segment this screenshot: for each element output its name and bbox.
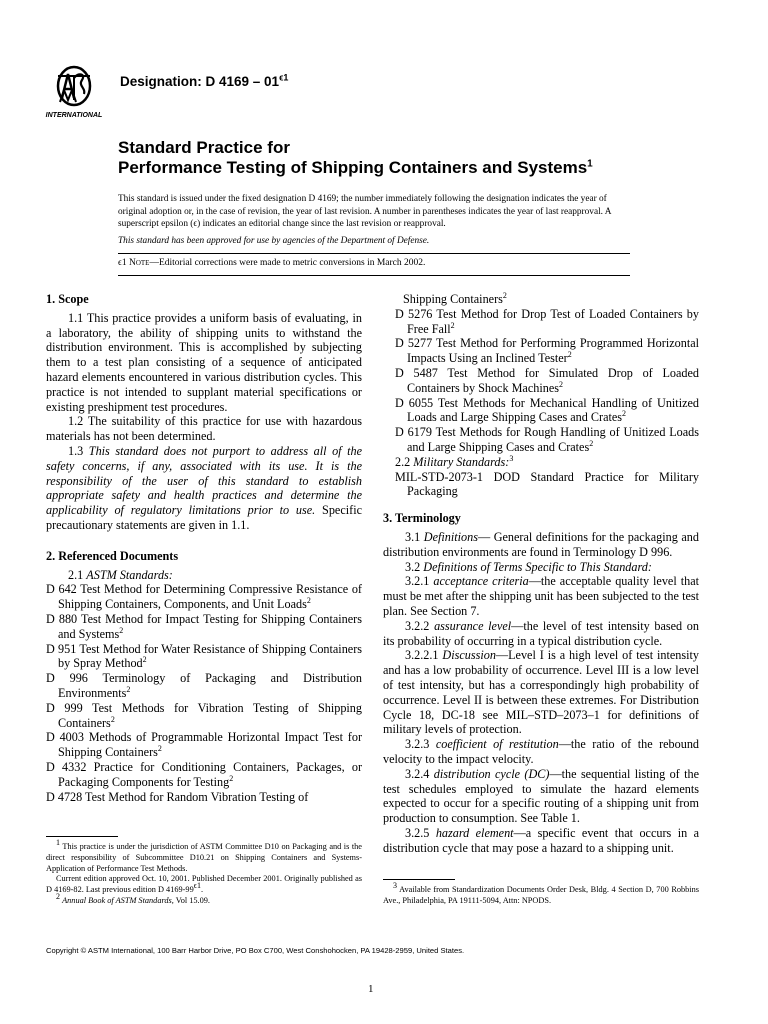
reference-continuation-text: Shipping Containers	[403, 292, 503, 306]
paragraph-3-2-2-number: 3.2.2	[405, 618, 435, 633]
reference-item	[395, 425, 699, 455]
paragraph-3-2-number: 3.2	[405, 559, 424, 574]
footnote-1	[46, 838, 362, 874]
reference-text: D 996 Terminology of Packaging and Distribution Environments	[46, 671, 362, 700]
footnote-3	[383, 881, 699, 907]
reference-sup: 2	[622, 409, 627, 419]
paragraph-2-1	[46, 568, 362, 583]
editorial-note-text: —Editorial corrections were made to metric conversions in March 2002.	[149, 258, 426, 268]
footnote-1-text: This practice is under the jurisdiction of ASTM Committee D10 on Packaging and is the direct responsibility of Subcommittee D10.21 on Shipping Containers and Systems-Application of Performance Test Methods.	[46, 842, 362, 873]
title-footnote-mark: 1	[587, 158, 593, 170]
reference-text: D 5487 Test Method for Simulated Drop of Loaded Containers by Shock Machines	[395, 365, 699, 395]
reference-item	[46, 642, 362, 672]
editorial-note-label: Note	[128, 258, 150, 268]
footnote-2-rest: , Vol 15.09.	[171, 895, 210, 905]
paragraph-3-2-5-rest: —a specific event that occurs in a distribution cycle that may pose a hazard to a shipping unit.	[383, 825, 700, 855]
astm-logo-icon	[38, 64, 110, 120]
paragraph-2-2-number: 2.2	[395, 454, 414, 469]
paragraph-3-2-3-number: 3.2.3	[405, 737, 436, 752]
page-number: 1	[368, 983, 374, 995]
reference-sup: 2	[229, 773, 234, 783]
paragraph-2-2-sup: 3	[509, 453, 514, 463]
paragraph-1-3-italic: This standard does not purport to address all of the safety concerns, if any, associated with its use. It is the responsibility of the user of this standard to establish appropriate safety and health practices and determine the applicability of regulatory limitations prior to use.	[46, 443, 363, 518]
right-column	[383, 292, 699, 855]
footnote-rule-left	[46, 836, 118, 837]
paragraph-2-1-italic: ASTM Standards:	[86, 567, 173, 582]
logo-text: INTERNATIONAL	[45, 112, 103, 119]
paragraph-3-2-2	[383, 619, 699, 649]
reference-sup: 2	[589, 438, 594, 448]
reference-item	[395, 396, 699, 426]
reference-item	[46, 671, 362, 701]
reference-text: D 4003 Methods of Programmable Horizontal Impact Test for Shipping Containers	[46, 730, 362, 760]
paragraph-1-2: 1.2 The suitability of this practice for use with hazardous materials has not been determined.	[46, 414, 362, 444]
reference-text: D 4728 Test Method for Random Vibration Testing of	[46, 789, 309, 804]
reference-text: D 999 Test Methods for Vibration Testing of Shipping Containers	[46, 700, 362, 730]
reference-text: D 5277 Test Method for Performing Programmed Horizontal Impacts Using an Inclined Tester	[395, 336, 699, 366]
reference-sup: 2	[119, 625, 124, 635]
reference-item	[46, 582, 362, 612]
reference-sup: 2	[157, 744, 162, 754]
paragraph-3-2-3-rest: —the ratio of the rebound velocity to the impact velocity.	[383, 737, 700, 766]
paragraph-3-2-5-number: 3.2.5	[405, 825, 436, 840]
reference-text: D 642 Test Method for Determining Compressive Resistance of Shipping Containers, Components, and Unit Loads	[46, 582, 362, 612]
paragraph-3-2-2-rest: —the level of test intensity based on its probability of occurring in a typical distribution cycle.	[383, 618, 699, 648]
reference-sup: 2	[567, 350, 572, 360]
reference-item	[395, 366, 699, 396]
footnote-1-edition: Current edition approved Oct. 10, 2001. Published December 2001. Originally published as D 4169-82. Last previous edition D $4169-99^{\epsilon 1}$.	[46, 874, 362, 895]
section-heading-terminology: 3. Terminology	[383, 511, 461, 526]
footnote-1-edition-sup: ϵ1	[193, 881, 201, 891]
reference-sup: 2	[110, 714, 115, 724]
title-line-1: Standard Practice for	[118, 138, 290, 157]
paragraph-3-2-5	[383, 826, 699, 856]
issuance-statement: This standard is issued under the fixed designation D 4169; the number immediately following the designation indicates the year of original adoption or, in the case of revision, the year of last revision. A number in parentheses indicates the year of last reapproval. A superscript epsilon (ϵ) indicates an editorial change since the last revision or reapproval.	[118, 194, 611, 230]
paragraph-3-2-1-number: 3.2.1	[405, 574, 434, 589]
paragraph-3-2-1-italic: acceptance criteria	[433, 574, 529, 589]
title-line-2: Performance Testing of Shipping Containers and Systems	[118, 158, 588, 177]
editorial-note	[118, 258, 425, 268]
section-heading-referenced-documents: 2. Referenced Documents	[46, 548, 179, 563]
paragraph-3-2-3	[383, 737, 699, 767]
footnote-1-edition-text: Current edition approved Oct. 10, 2001. Published December 2001. Originally published as D 4169-82. Last previous edition D 4169-99	[46, 874, 362, 895]
designation	[120, 74, 288, 89]
paragraph-3-2-1	[383, 574, 699, 618]
reference-item	[395, 307, 699, 337]
footnote-rule-right	[383, 879, 455, 880]
paragraph-1-3	[46, 444, 362, 533]
footnote-2	[46, 892, 362, 907]
paragraph-3-1-italic: Definitions	[423, 529, 478, 544]
reference-item	[46, 760, 362, 790]
reference-text: D 6179 Test Methods for Rough Handling of Unitized Loads and Large Shipping Cases and Crates	[395, 425, 699, 454]
reference-sup: 2	[558, 379, 563, 389]
divider-top	[118, 253, 630, 254]
footnote-2-italic: Annual Book of ASTM Standards	[62, 895, 172, 905]
reference-text: D 951 Test Method for Water Resistance of Shipping Containers by Spray Method	[46, 641, 362, 671]
reference-sup: 2	[450, 320, 455, 330]
paragraph-3-2-4-rest: —the sequential listing of the test schedules employed to simulate the hazard elements expected to occur for a specific routing of a shipping unit from production to consumption. See Table 1.	[383, 766, 699, 826]
paragraph-1-3-rest: Specific precautionary statements are given in 1.1.	[46, 503, 362, 532]
title-line-2-wrap	[118, 158, 593, 178]
paragraph-3-2-1-rest: —the acceptable quality level that must be met after the shipping unit has been subjected to the test plan. See Section 7.	[383, 574, 699, 618]
reference-item	[46, 612, 362, 642]
paragraph-3-2-2-1-number: 3.2.2.1	[405, 648, 443, 663]
reference-sup: 2	[126, 684, 131, 694]
astm-logo	[38, 64, 110, 120]
paragraph-3-2-3-italic: coefficient of restitution	[435, 737, 559, 752]
reference-sup: 2	[306, 596, 311, 606]
paragraph-1-1: 1.1 This practice provides a uniform basis of evaluating, in a laboratory, the ability of shipping units to withstand the distribution environment. This is accomplished by subjecting them to a test plan consisting of a sequence of anticipated hazard elements encountered in various distribution cycles. This practice is not intended to supplant material specifications or existing preshipment test procedures.	[46, 310, 362, 414]
paragraph-1-3-number: 1.3	[68, 443, 89, 458]
footnote-3-mark: 3	[393, 881, 397, 891]
reference-text: D 880 Test Method for Impact Testing for Shipping Containers and Systems	[46, 611, 362, 641]
paragraph-3-1-rest: — General definitions for the packaging and distribution environments are found in Terminology D 996.	[383, 529, 699, 559]
footnote-2-mark: 2	[56, 892, 60, 902]
paragraph-2-2-italic: Military Standards:	[413, 454, 510, 469]
reference-text: D 6055 Test Methods for Mechanical Handling of Unitized Loads and Large Shipping Cases and Crates	[395, 395, 699, 425]
reference-sup: 2	[142, 655, 147, 665]
paragraph-3-2-4-italic: distribution cycle (DC)	[433, 766, 550, 781]
reference-item	[395, 336, 699, 366]
paragraph-2-1-number: 2.1	[68, 567, 87, 582]
paragraph-3-2-italic: Definitions of Terms Specific to This Standard:	[423, 559, 652, 574]
reference-item	[46, 701, 362, 731]
left-column	[46, 292, 362, 804]
dod-approval: This standard has been approved for use by agencies of the Department of Defense.	[118, 236, 430, 246]
reference-text: D 5276 Test Method for Drop Test of Loaded Containers by Free Fall	[395, 306, 699, 336]
footnote-1-mark: 1	[56, 838, 60, 848]
divider-bottom	[118, 275, 630, 276]
footnote-3-text: Available from Standardization Documents Order Desk, Bldg. 4 Section D, 700 Robbins Ave., Philadelphia, PA 19111-5094, Attn: NPODS.	[383, 885, 699, 905]
paragraph-2-2	[383, 455, 699, 470]
paragraph-3-2-4	[383, 767, 699, 826]
paragraph-3-2-2-1-italic: Discussion	[442, 648, 496, 663]
reference-continuation-sup: 2	[502, 290, 507, 300]
document-title	[118, 138, 593, 178]
paragraph-3-2	[383, 560, 699, 575]
paragraph-3-2-5-italic: hazard element	[435, 825, 514, 840]
reference-continuation	[383, 292, 699, 307]
military-reference: MIL-STD-2073-1 DOD Standard Practice for Military Packaging	[395, 469, 699, 499]
designation-text: Designation: D 4169 – 01	[120, 74, 280, 89]
paragraph-3-1-number: 3.1	[405, 529, 424, 544]
paragraph-3-2-2-italic: assurance level	[434, 618, 512, 633]
paragraph-3-2-4-number: 3.2.4	[405, 766, 434, 781]
copyright-footer: Copyright © ASTM International, 100 Barr Harbor Drive, PO Box C700, West Conshohocken, PA 19428-2959, United States.	[46, 946, 465, 955]
footnotes-left	[46, 838, 362, 907]
paragraph-3-2-2-1	[383, 648, 699, 737]
designation-superscript: ϵ1	[279, 72, 289, 83]
paragraph-3-1	[383, 530, 699, 560]
reference-item	[46, 730, 362, 760]
editorial-mark: ϵ1	[118, 258, 127, 268]
paragraph-3-2-2-1-rest: —Level I is a high level of test intensity and has a low probability of occurrence. Level III is a low level of test intensity, but has a correspondingly high probability of occurrence. Level II is between these extremes. For Distribution Cycle 18, DC-18 see MIL–STD–2073–1 for definitions of military levels of protection.	[383, 648, 700, 737]
reference-item	[46, 790, 362, 805]
reference-text: D 4332 Practice for Conditioning Containers, Packages, or Packaging Components for Testing	[46, 759, 362, 789]
section-heading-scope: 1. Scope	[46, 292, 89, 306]
